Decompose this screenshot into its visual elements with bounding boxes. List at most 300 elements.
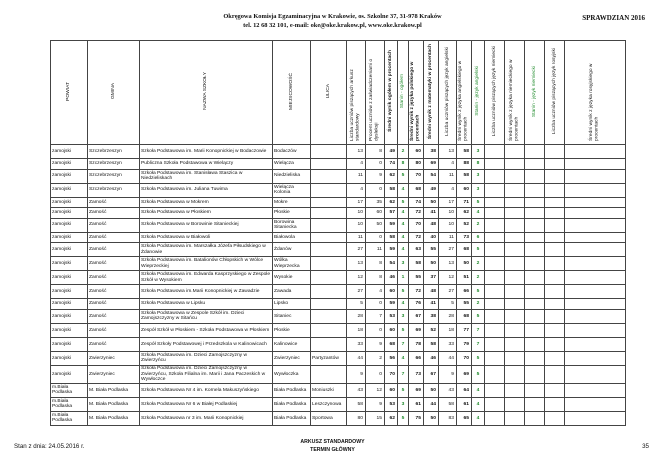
cell-empty: [505, 323, 525, 337]
column-header-label: POWIAT: [66, 81, 72, 101]
cell-empty: [525, 169, 545, 183]
column-header-label: Liczba uczniów piszących język niemiecki: [491, 46, 497, 137]
cell-ang-n: 83: [439, 411, 457, 425]
column-header: [457, 41, 472, 145]
cell-empty: [525, 243, 545, 257]
cell-powiat: zamojski: [51, 285, 88, 299]
cell-mat: 38: [424, 145, 439, 159]
cell-ang-sr: 64: [457, 383, 472, 397]
cell-ang-sr: 66: [457, 285, 472, 299]
cell-empty: [485, 243, 505, 257]
cell-miejsc: Zwierzyniec: [273, 351, 311, 365]
cell-empty: [545, 411, 565, 425]
cell-empty: [565, 337, 626, 351]
cell-dys: 0: [366, 159, 385, 170]
column-header: [545, 41, 565, 145]
cell-empty: [485, 169, 505, 183]
cell-stanin: 4: [398, 183, 409, 197]
cell-gmina: Szczebrzeszyn: [88, 169, 140, 183]
cell-mat: 41: [424, 299, 439, 310]
cell-empty: [525, 337, 545, 351]
cell-miejsc: Wólka Wieprzecka: [273, 257, 311, 271]
cell-dys: 0: [366, 183, 385, 197]
cell-ulica: [311, 337, 347, 351]
cell-empty: [525, 208, 545, 219]
cell-empty: [505, 232, 525, 243]
cell-dys: 60: [366, 208, 385, 219]
cell-ang-n: 9: [439, 365, 457, 383]
cell-stanin: 5: [398, 411, 409, 425]
cell-gmina: Zamość: [88, 323, 140, 337]
cell-miejsc: Bodaczów: [273, 145, 311, 159]
cell-empty: [545, 299, 565, 310]
cell-ulica: [311, 257, 347, 271]
cell-gmina: Zamość: [88, 271, 140, 285]
table-row: [51, 383, 626, 397]
cell-pol: 73: [409, 365, 424, 383]
cell-empty: [505, 208, 525, 219]
column-header: [505, 41, 525, 145]
cell-empty: [545, 337, 565, 351]
cell-sr: 57: [385, 208, 398, 219]
cell-szkola: Szkoła Podstawowa w Zespole Szkół im. Dzieci Zamojszczyzny w Sitańcu: [140, 309, 273, 323]
cell-szkola: Zespół Szkoły Podstawowej i Przedszkola w Kalinowicach: [140, 337, 273, 351]
cell-sr: 60: [385, 323, 398, 337]
cell-empty: [525, 383, 545, 397]
cell-empty: [505, 309, 525, 323]
cell-gmina: M. Biała Podlaska: [88, 411, 140, 425]
cell-empty: [565, 271, 626, 285]
cell-powiat: zamojski: [51, 257, 88, 271]
cell-empty: [485, 257, 505, 271]
column-header-label: Stanin - język angielski: [475, 66, 481, 117]
cell-sr: 59: [385, 243, 398, 257]
column-header: [472, 41, 485, 145]
cell-ang-n: 10: [439, 218, 457, 232]
column-header-label: Liczba uczniów piszących arkusz standardowy: [350, 69, 361, 142]
cell-sr: 53: [385, 309, 398, 323]
column-header: [439, 41, 457, 145]
cell-ang-n: 58: [439, 397, 457, 411]
cell-ang-sr: 58: [457, 169, 472, 183]
column-header: [398, 41, 409, 145]
cell-ang-sr: 52: [457, 218, 472, 232]
cell-dys: 0: [366, 323, 385, 337]
cell-dys: 9: [366, 337, 385, 351]
cell-n: 12: [347, 271, 366, 285]
cell-szkola: Szkoła Podstawowa nr 3 im. Marii Konopnickiej: [140, 411, 273, 425]
cell-empty: [565, 218, 626, 232]
cell-n: 17: [347, 197, 366, 208]
cell-empty: [565, 365, 626, 383]
cell-empty: [565, 169, 626, 183]
cell-mat: 58: [424, 337, 439, 351]
cell-n: 5: [347, 299, 366, 310]
cell-ang-sr: 51: [457, 271, 472, 285]
cell-powiat: zamojski: [51, 271, 88, 285]
cell-szkola: Szkoła Podstawowa im.Marii Konopnickiej w Zawadzie: [140, 285, 273, 299]
column-header: [311, 41, 347, 145]
cell-empty: [525, 218, 545, 232]
cell-szkola: Szkoła Podstawowa im. Dzieci Zamojszczyzny w Zwierzyńcu, Szkoła Filialna im. Marii i Jana Paczeskich w Wywłoczce: [140, 365, 273, 383]
cell-empty: [485, 183, 505, 197]
column-header-label: Średni wynik z języka niemieckiego w procentach: [508, 59, 520, 142]
cell-szkola: Szkoła Podstawowa w Lipsku: [140, 299, 273, 310]
cell-stanin: 4: [398, 351, 409, 365]
table-row: [51, 299, 626, 310]
cell-ang-n: 10: [439, 208, 457, 219]
cell-powiat: m.Biała Podlaska: [51, 383, 88, 397]
cell-empty: [505, 397, 525, 411]
cell-empty: [565, 285, 626, 299]
table-row: [51, 309, 626, 323]
cell-pol: 60: [409, 145, 424, 159]
cell-ang-st: 2: [472, 299, 485, 310]
cell-dys: 8: [366, 145, 385, 159]
cell-ang-n: 27: [439, 243, 457, 257]
cell-pol: 78: [409, 337, 424, 351]
cell-empty: [545, 257, 565, 271]
cell-ang-st: 4: [472, 383, 485, 397]
cell-sr: 59: [385, 299, 398, 310]
cell-empty: [525, 397, 545, 411]
cell-stanin: 5: [398, 383, 409, 397]
cell-empty: [525, 197, 545, 208]
cell-n: 11: [347, 169, 366, 183]
cell-pol: 72: [409, 232, 424, 243]
cell-miejsc: Niedzieliska: [273, 169, 311, 183]
cell-ang-sr: 50: [457, 257, 472, 271]
table-row: [51, 159, 626, 170]
table-row: [51, 218, 626, 232]
cell-ang-n: 17: [439, 197, 457, 208]
cell-empty: [545, 183, 565, 197]
cell-empty: [565, 208, 626, 219]
cell-gmina: Zwierzyniec: [88, 351, 140, 365]
column-header-label: GMINA: [110, 83, 116, 100]
cell-ang-sr: 77: [457, 323, 472, 337]
cell-empty: [525, 183, 545, 197]
cell-szkola: Zespół Szkół w Płoskiem - Szkoła Podstawowa w Płoskiem: [140, 323, 273, 337]
cell-szkola: Szkoła Podstawowa Nr 6 w Białej Podlaskiej: [140, 397, 273, 411]
cell-n: 4: [347, 183, 366, 197]
cell-ulica: Moniuszki: [311, 383, 347, 397]
cell-ang-sr: 68: [457, 309, 472, 323]
cell-empty: [565, 232, 626, 243]
cell-n: 13: [347, 145, 366, 159]
cell-sr: 54: [385, 257, 398, 271]
cell-ulica: [311, 232, 347, 243]
cell-miejsc: Żdanów: [273, 243, 311, 257]
cell-sr: 74: [385, 159, 398, 170]
cell-dys: 0: [366, 365, 385, 383]
cell-empty: [505, 145, 525, 159]
cell-ang-sr: 61: [457, 397, 472, 411]
cell-mat: 69: [424, 159, 439, 170]
cell-ang-st: 5: [472, 243, 485, 257]
cell-sr: 70: [385, 365, 398, 383]
cell-empty: [545, 159, 565, 170]
cell-empty: [485, 383, 505, 397]
cell-empty: [545, 145, 565, 159]
cell-ulica: [311, 197, 347, 208]
cell-miejsc: Sitaniec: [273, 309, 311, 323]
cell-ang-sr: 55: [457, 299, 472, 310]
cell-n: 4: [347, 159, 366, 170]
cell-ang-st: 5: [472, 351, 485, 365]
cell-empty: [565, 309, 626, 323]
cell-empty: [565, 197, 626, 208]
table-row: [51, 257, 626, 271]
cell-ang-n: 43: [439, 383, 457, 397]
cell-miejsc: Kalinowice: [273, 337, 311, 351]
cell-ang-sr: 70: [457, 351, 472, 365]
cell-empty: [485, 365, 505, 383]
column-header: [485, 41, 505, 145]
cell-ulica: [311, 309, 347, 323]
cell-empty: [485, 197, 505, 208]
cell-n: 44: [347, 351, 366, 365]
cell-empty: [485, 208, 505, 219]
cell-stanin: 4: [398, 232, 409, 243]
cell-empty: [525, 271, 545, 285]
cell-empty: [565, 257, 626, 271]
cell-empty: [545, 309, 565, 323]
cell-empty: [485, 337, 505, 351]
cell-empty: [485, 309, 505, 323]
cell-mat: 41: [424, 208, 439, 219]
cell-n: 13: [347, 257, 366, 271]
cell-gmina: M. Biała Podlaska: [88, 383, 140, 397]
cell-empty: [485, 218, 505, 232]
column-header: [409, 41, 424, 145]
cell-empty: [505, 299, 525, 310]
cell-ulica: Partyzantów: [311, 351, 347, 365]
cell-ang-st: 5: [472, 197, 485, 208]
cell-ulica: [311, 208, 347, 219]
cell-sr: 60: [385, 383, 398, 397]
cell-ulica: [311, 365, 347, 383]
cell-ulica: [311, 323, 347, 337]
cell-n: 10: [347, 208, 366, 219]
cell-ang-st: 3: [472, 145, 485, 159]
cell-dys: 0: [366, 232, 385, 243]
cell-empty: [545, 323, 565, 337]
cell-ang-n: 4: [439, 183, 457, 197]
cell-empty: [505, 365, 525, 383]
cell-dys: 15: [366, 411, 385, 425]
column-header-label: Procent uczniów z zaświadczeniami o dysleksji: [369, 59, 380, 142]
cell-empty: [505, 183, 525, 197]
cell-ulica: [311, 183, 347, 197]
cell-stanin: 3: [398, 257, 409, 271]
cell-ang-st: 2: [472, 271, 485, 285]
cell-mat: 48: [424, 218, 439, 232]
cell-ang-n: 44: [439, 351, 457, 365]
cell-n: 28: [347, 309, 366, 323]
cell-mat: 49: [424, 183, 439, 197]
cell-dys: 8: [366, 257, 385, 271]
cell-sr: 59: [385, 218, 398, 232]
column-header-label: Średni wynik z języka rosyjskiego w procentach: [589, 63, 600, 142]
cell-empty: [565, 351, 626, 365]
table-row: [51, 411, 626, 425]
cell-dys: 50: [366, 218, 385, 232]
cell-ang-st: 3: [472, 183, 485, 197]
cell-mat: 50: [424, 257, 439, 271]
column-header-label: Średni wynik z języka polskiego w procentach: [410, 61, 421, 142]
cell-mat: 67: [424, 365, 439, 383]
column-header: [140, 41, 273, 145]
cell-empty: [545, 208, 565, 219]
cell-ang-sr: 73: [457, 232, 472, 243]
footer-arkusz-line1: ARKUSZ STANDARDOWY: [300, 439, 365, 445]
header-address: Okręgowa Komisja Egzaminacyjna w Krakowie, os. Szkolne 37, 31-978 Kraków: [223, 13, 442, 20]
cell-pol: 70: [409, 169, 424, 183]
cell-gmina: Zamość: [88, 232, 140, 243]
cell-powiat: zamojski: [51, 183, 88, 197]
column-header: [525, 41, 545, 145]
cell-gmina: Zamość: [88, 299, 140, 310]
cell-powiat: m.Biała Podlaska: [51, 411, 88, 425]
cell-pol: 66: [409, 351, 424, 365]
table-row: [51, 232, 626, 243]
cell-ang-sr: 71: [457, 197, 472, 208]
cell-ang-sr: 69: [457, 365, 472, 383]
cell-ulica: Leszczynowa: [311, 397, 347, 411]
column-header-label: Średni wynik z matematyki w procentach: [428, 43, 434, 139]
cell-miejsc: Biała Podlaska: [273, 383, 311, 397]
column-header-label: NAZWA SZKOŁY: [203, 72, 209, 111]
cell-mat: 40: [424, 232, 439, 243]
footer-arkusz: [0, 438, 665, 454]
cell-ang-st: 7: [472, 323, 485, 337]
cell-pol: 76: [409, 299, 424, 310]
cell-powiat: zamojski: [51, 208, 88, 219]
cell-powiat: zamojski: [51, 243, 88, 257]
cell-empty: [545, 218, 565, 232]
cell-empty: [505, 411, 525, 425]
cell-pol: 74: [409, 197, 424, 208]
cell-empty: [565, 299, 626, 310]
cell-mat: 50: [424, 411, 439, 425]
cell-pol: 75: [409, 411, 424, 425]
cell-gmina: Zamość: [88, 243, 140, 257]
cell-stanin: 3: [398, 309, 409, 323]
cell-pol: 61: [409, 397, 424, 411]
cell-mat: 52: [424, 323, 439, 337]
cell-gmina: Zamość: [88, 208, 140, 219]
cell-sr: 53: [385, 397, 398, 411]
cell-empty: [485, 397, 505, 411]
cell-n: 9: [347, 365, 366, 383]
cell-ang-n: 12: [439, 271, 457, 285]
cell-pol: 69: [409, 323, 424, 337]
cell-pol: 68: [409, 183, 424, 197]
cell-szkola: Szkoła Podstawowa Nr 4 im. Kornela Makuszyńskiego: [140, 383, 273, 397]
footer-date: Stan z dnia: 24.05.2016 r.: [14, 443, 85, 450]
cell-ang-n: 11: [439, 169, 457, 183]
cell-stanin: 1: [398, 271, 409, 285]
page-number: 35: [642, 443, 649, 450]
table-row: [51, 271, 626, 285]
cell-empty: [565, 159, 626, 170]
cell-gmina: M. Biała Podlaska: [88, 397, 140, 411]
cell-ang-n: 27: [439, 285, 457, 299]
cell-ang-sr: 88: [457, 159, 472, 170]
cell-gmina: Zamość: [88, 257, 140, 271]
cell-empty: [525, 411, 545, 425]
column-header-label: ULICA: [325, 84, 331, 99]
cell-empty: [545, 365, 565, 383]
cell-empty: [565, 243, 626, 257]
cell-empty: [525, 309, 545, 323]
table-row: [51, 397, 626, 411]
column-header-label: Stanin - język niemiecki: [531, 65, 537, 117]
cell-stanin: 4: [398, 299, 409, 310]
column-header: [51, 41, 88, 145]
cell-miejsc: Zawada: [273, 285, 311, 299]
cell-n: 18: [347, 323, 366, 337]
cell-empty: [505, 351, 525, 365]
cell-miejsc: Lipsko: [273, 299, 311, 310]
cell-dys: 8: [366, 271, 385, 285]
cell-sr: 68: [385, 337, 398, 351]
cell-ang-st: 4: [472, 411, 485, 425]
cell-ang-st: 8: [472, 159, 485, 170]
cell-empty: [485, 271, 505, 285]
cell-empty: [485, 285, 505, 299]
cell-empty: [505, 218, 525, 232]
cell-empty: [565, 323, 626, 337]
cell-ulica: [311, 169, 347, 183]
footer-arkusz-line2: TERMIN GŁÓWNY: [310, 447, 355, 453]
cell-gmina: Szczebrzeszyn: [88, 159, 140, 170]
cell-sr: 62: [385, 197, 398, 208]
cell-empty: [545, 285, 565, 299]
cell-stanin: 7: [398, 337, 409, 351]
cell-powiat: m.Biała Podlaska: [51, 397, 88, 411]
table-row: [51, 208, 626, 219]
column-header: [273, 41, 311, 145]
cell-ang-sr: 62: [457, 208, 472, 219]
cell-powiat: zamojski: [51, 351, 88, 365]
cell-miejsc: Biała Podlaska: [273, 411, 311, 425]
cell-stanin: 4: [398, 243, 409, 257]
cell-pol: 72: [409, 208, 424, 219]
cell-ulica: Sportowa: [311, 411, 347, 425]
cell-empty: [525, 232, 545, 243]
table-row: [51, 365, 626, 383]
cell-dys: 9: [366, 397, 385, 411]
cell-miejsc: Wielącza Kolonia: [273, 183, 311, 197]
cell-stanin: 4: [398, 208, 409, 219]
table-row: [51, 351, 626, 365]
table-row: [51, 145, 626, 159]
cell-szkola: Szkoła Podstawowa w Płoskiem: [140, 208, 273, 219]
cell-empty: [485, 159, 505, 170]
cell-ulica: [311, 145, 347, 159]
cell-n: 27: [347, 285, 366, 299]
cell-powiat: zamojski: [51, 337, 88, 351]
cell-empty: [525, 351, 545, 365]
cell-empty: [485, 323, 505, 337]
cell-dys: 9: [366, 169, 385, 183]
cell-ang-sr: 68: [457, 243, 472, 257]
cell-stanin: 5: [398, 169, 409, 183]
cell-n: 43: [347, 383, 366, 397]
cell-empty: [525, 285, 545, 299]
